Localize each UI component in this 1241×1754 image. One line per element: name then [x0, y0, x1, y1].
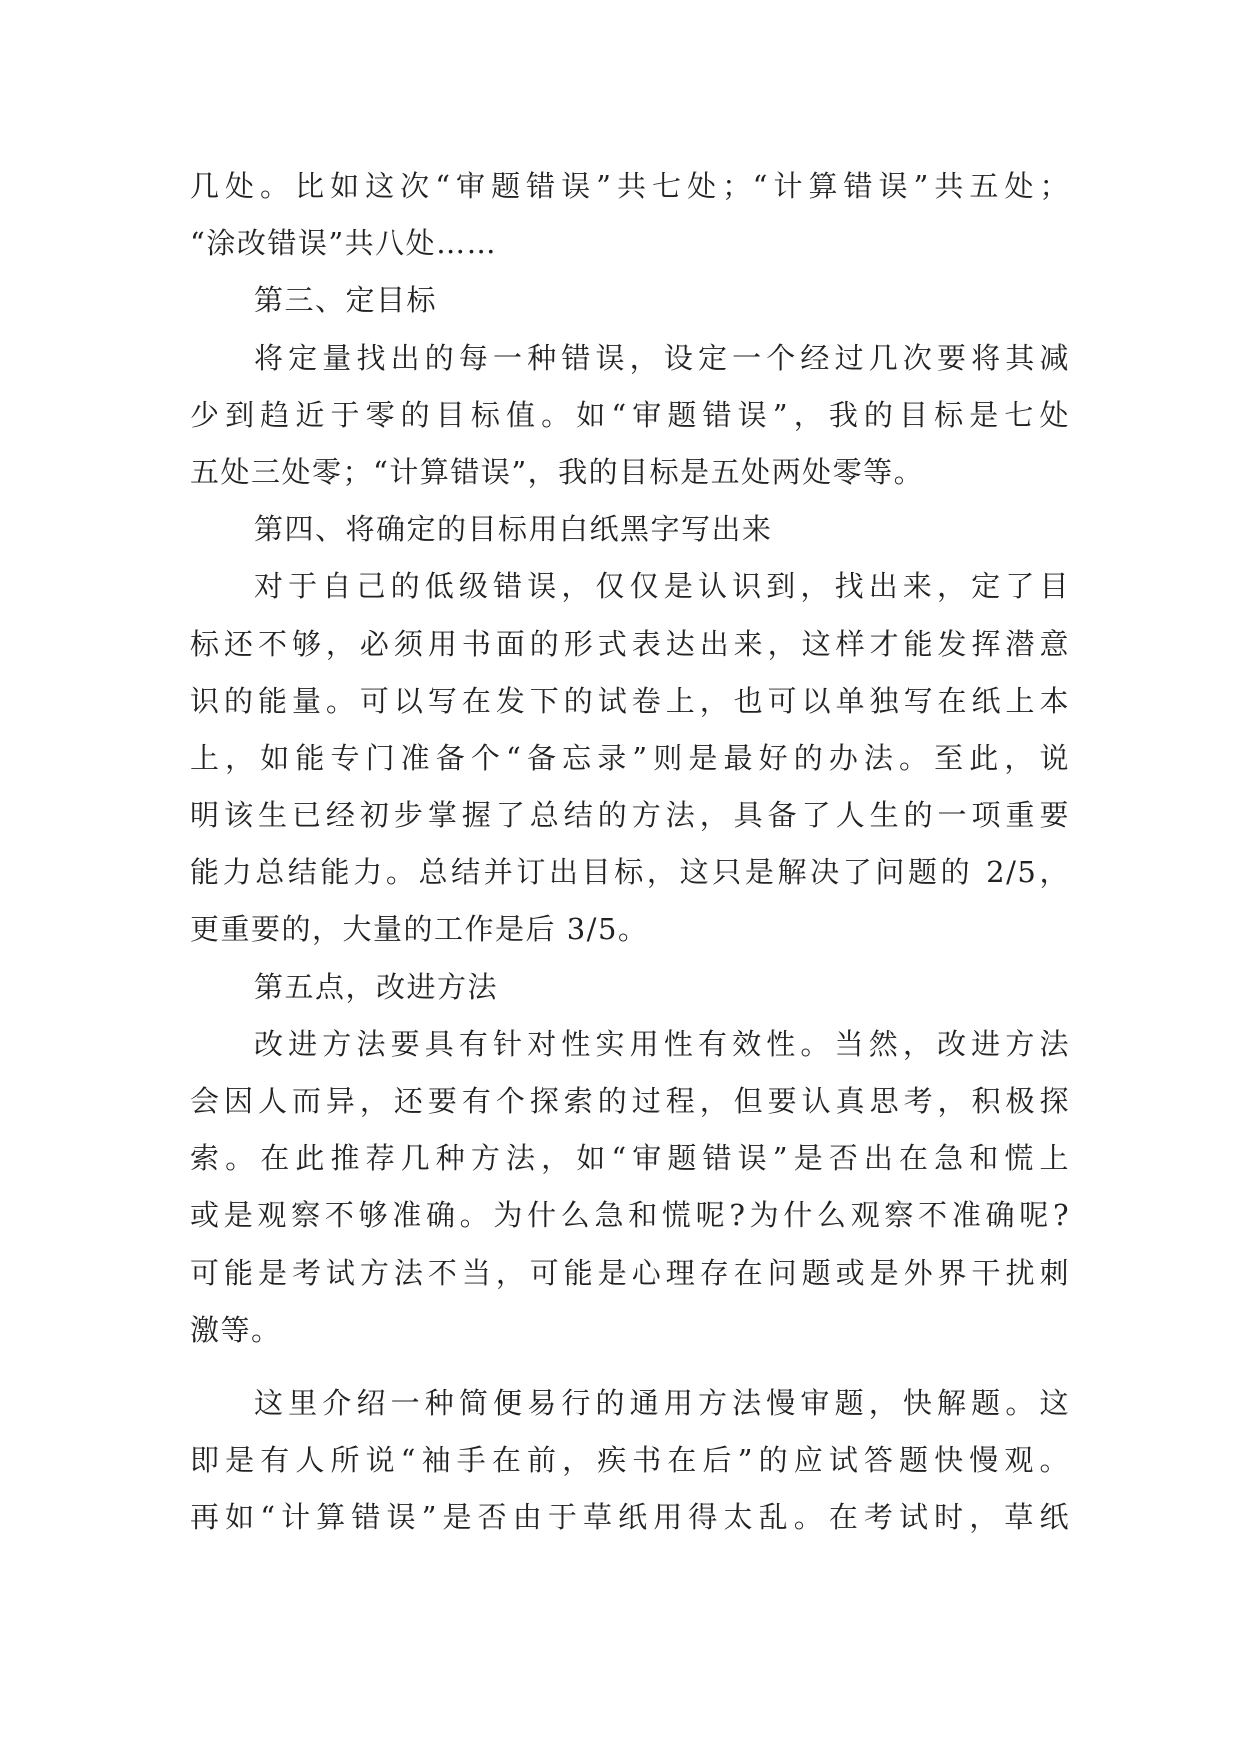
- text-line: 识的能量。可以写在发下的试卷上，也可以单独写在纸上本: [190, 683, 1070, 718]
- text-line: 五处三处零；“计算错误”，我的目标是五处两处零等。: [190, 454, 925, 489]
- text-line: 几处。比如这次“审题错误”共七处；“计算错误”共五处；: [190, 169, 1070, 203]
- text-line: 即是有人所说“袖手在前，疾书在后”的应试答题快慢观。: [190, 1443, 1070, 1478]
- text-line: 第五点，改进方法: [254, 969, 499, 1004]
- text-line: 更重要的，大量的工作是后 3/5。: [190, 912, 649, 947]
- text-line: 少到趋近于零的目标值。如“审题错误”，我的目标是七处: [190, 397, 1070, 432]
- document-body: [190, 158, 1070, 1547]
- text-line: 或是观察不够准确。为什么急和慌呢?为什么观察不准确呢?: [190, 1198, 1070, 1233]
- text-line: 索。在此推荐几种方法，如“审题错误”是否出在急和慌上: [190, 1141, 1070, 1176]
- text-line: 上，如能专门准备个“备忘录”则是最好的办法。至此，说: [190, 740, 1070, 775]
- text-line: 第四、将确定的目标用白纸黑字写出来: [254, 512, 773, 547]
- text-line: 改进方法要具有针对性实用性有效性。当然，改进方法: [254, 1026, 1070, 1061]
- text-line: 可能是考试方法不当，可能是心理存在问题或是外界干扰刺: [190, 1255, 1070, 1290]
- text-line: 能力总结能力。总结并订出目标，这只是解决了问题的 2/5，: [190, 855, 1070, 890]
- text-line: 明该生已经初步掌握了总结的方法，具备了人生的一项重要: [190, 798, 1070, 833]
- text-line: 将定量找出的每一种错误，设定一个经过几次要将其减: [254, 340, 1070, 375]
- text-line: 这里介绍一种简便易行的通用方法慢审题，快解题。这: [254, 1385, 1070, 1420]
- text-line: “涂改错误”共八处……: [190, 226, 498, 261]
- text-line: 对于自己的低级错误，仅仅是认识到，找出来，定了目: [254, 569, 1070, 604]
- text-line: 会因人而异，还要有个探索的过程，但要认真思考，积极探: [190, 1084, 1070, 1118]
- text-line: 再如“计算错误”是否由于草纸用得太乱。在考试时，草纸: [190, 1500, 1070, 1535]
- paragraph-gap: [190, 1359, 1070, 1375]
- text-line: 标还不够，必须用书面的形式表达出来，这样才能发挥潜意: [190, 626, 1070, 661]
- text-line: 第三、定目标: [254, 283, 438, 318]
- text-line: 激等。: [190, 1312, 282, 1347]
